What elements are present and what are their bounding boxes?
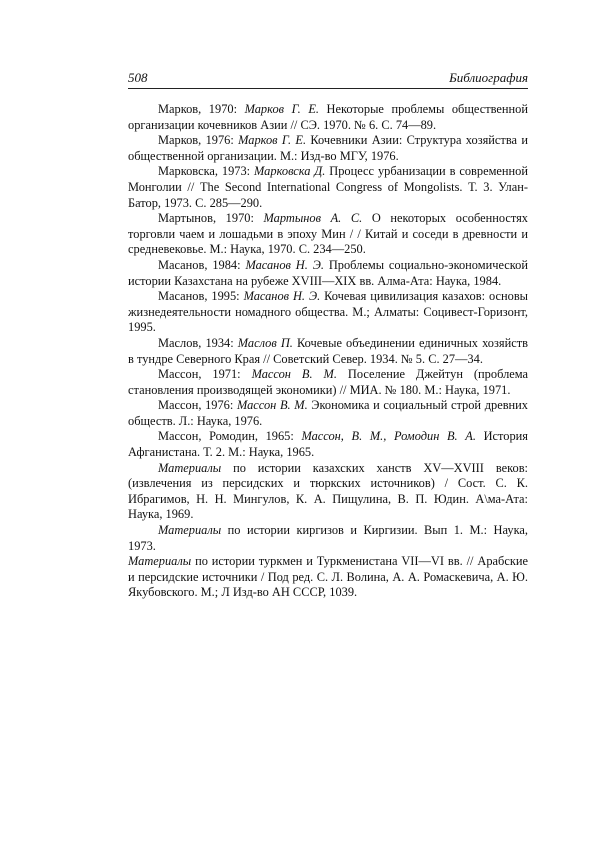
entry-text: Процесс урбанизации в современной Монголии // The Second International Congress of Mongolists. Т. 3. Улан-Батор, 1973. С. 285—290. [128, 164, 528, 210]
bibliography-entry [128, 133, 528, 164]
page-number: 508 [128, 70, 148, 85]
bibliography-entry [128, 289, 528, 336]
entry-author: Массон В. М. [251, 367, 337, 382]
bibliography-entry [128, 523, 528, 554]
entry-author: Материалы [128, 554, 192, 569]
entry-key: Марков, 1976: [158, 133, 239, 148]
entry-key: Масанов, 1984: [158, 257, 246, 272]
entry-key: Масанов, 1995: [158, 289, 244, 304]
entry-author: Материалы [158, 523, 222, 538]
bibliography-entry [128, 102, 528, 133]
entry-key: Мартынов, 1970: [158, 211, 264, 226]
bibliography-entry [128, 211, 528, 258]
entry-text: Экономика и социальный строй древних обществ. Л.: Наука, 1976. [128, 398, 529, 428]
entry-author: Марковска Д. [254, 164, 326, 179]
entry-key: Марковска, 1973: [158, 164, 255, 179]
entry-author: Масанов Н. Э. [243, 289, 321, 304]
section-title: Библиография [449, 70, 528, 85]
bibliography-entry [128, 336, 528, 367]
entry-text: Кочевники Азии: Структура хозяйства и общественной организации. М.: Изд-во МГУ, 1976. [128, 133, 528, 163]
entry-text: по истории киргизов и Киргизии. Вып 1. М.: Наука, 1973. [128, 523, 528, 553]
entry-text: по истории казахских ханств XV—XVIII веков: (извлечения из персидских и тюркских источников) / Сост. С. К. Ибрагимов, Н. Н. Мингулов, К. А. Пищулина, В. П. Юдин. А\ма-Ата: Наука, 1969. [128, 460, 528, 522]
bibliography-entry [128, 461, 528, 523]
bibliography-entry [128, 164, 528, 211]
bibliography-entry [128, 429, 528, 460]
entry-text: Проблемы социально-экономической истории Казахстана на рубеже XVIII—XIX вв. Алма-Ата: Наука, 1984. [128, 257, 528, 288]
bibliography-entry [128, 398, 528, 429]
entry-author: Массон, В. М., Ромодин В. А. [301, 429, 476, 444]
entry-author: Маслов П. [237, 335, 293, 350]
entry-text: по истории туркмен и Туркменистана VII—VI вв. // Арабские и персидские источники / Под ред. С. Л. Волина, А. А. Ромаскевича, А. Ю. Якубовского. М.; Л Изд-во АН СССР, 1039. [128, 554, 528, 600]
running-header [128, 70, 528, 89]
bibliography-entry [128, 554, 528, 601]
entry-text: История Афганистана. Т. 2. М.: Наука, 1965. [128, 429, 528, 460]
entry-text: Кочевые объединении единичных хозяйств в тундре Северного Края // Советский Север. 1934. № 5. С. 27—34. [128, 335, 528, 366]
entry-key: Массон, 1976: [158, 398, 237, 413]
bibliography-entry [128, 367, 528, 398]
entry-author: Марков Г. Е. [244, 102, 319, 116]
entry-key: Массон, 1971: [158, 367, 252, 382]
entry-text: Кочевая цивилизация казахов: основы жизнедеятельности номадного общества. М.; Алматы: Социвест-Горизонт, 1995. [128, 289, 528, 335]
bibliography-list [128, 102, 528, 601]
entry-author: Мартынов А. С. [263, 211, 363, 226]
entry-text: Некоторые проблемы общественной организации кочевников Азии // СЭ. 1970. № 6. С. 74—89. [128, 102, 528, 132]
entry-key: Маслов, 1934: [158, 335, 238, 350]
entry-key: Массон, Ромодин, 1965: [158, 429, 302, 444]
bibliography-page [128, 70, 528, 601]
entry-text: О некоторых особенностях торговли чаем и лошадьми в эпоху Мин / / Китай и соседи в древности и средневековье. М.: Наука, 1970. С. 234—250. [128, 211, 528, 257]
bibliography-entry [128, 258, 528, 289]
entry-author: Материалы [158, 460, 222, 475]
entry-author: Марков Г. Е. [238, 133, 307, 148]
entry-text: Поселение Джейтун (проблема становления производящей экономики) // МИА. № 180. М.: Наука, 1971. [128, 367, 529, 397]
entry-author: Массон В. М. [236, 398, 308, 413]
entry-author: Масанов Н. Э. [245, 257, 324, 272]
entry-key: Марков, 1970: [158, 102, 245, 116]
